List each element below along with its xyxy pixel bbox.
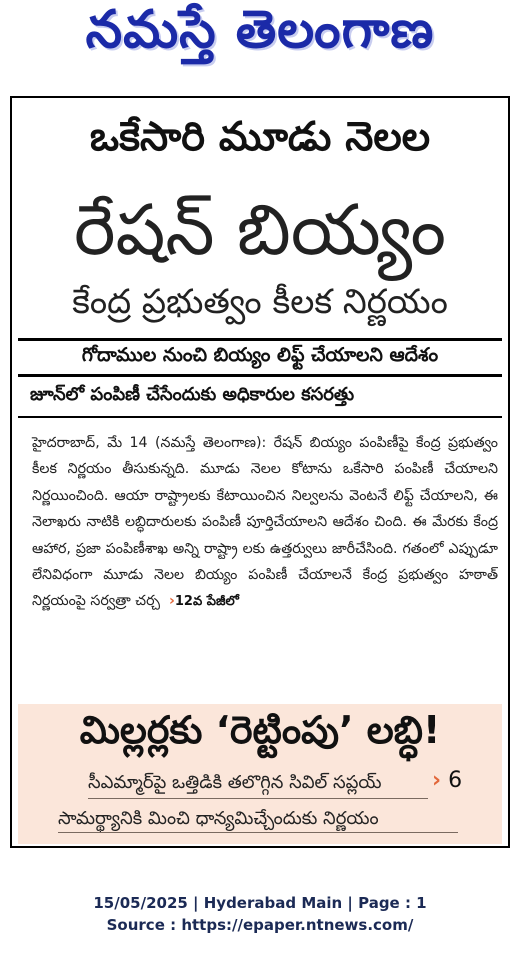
divider [18,338,502,341]
article-text: హైదరాబాద్, మే 14 (నమస్తే తెలంగాణ): రేషన్ బియ్యం పంపిణీపై కేంద్ర ప్రభుత్వం కీలక నిర్ణయం తీసుకున్నది. మూడు నెలల కోటాను ఒకేసారి పంపిణీ చేయాలని నిర్ణయించింది. ఆయా రాష్ట్రాలకు కేటాయించిన నిల్వలను వెంటనే లిఫ్ట్ చేయాలని, ఈ నెలాఖరు నాటికి లబ్ధిదారులకు పంపిణీ పూర్తిచేయాలని ఆదేశం చింది. ఈ మేరకు కేంద్ర ఆహార, ప్రజా పంపిణీశాఖ అన్ని రాష్ట్రా లకు ఉత్తర్వులు జారీచేసింది. గతంలో ఎప్పుడూ లేనివిధంగా మూడు నెలల బియ్యం పంపిణీ చేయాలనే కేంద్ర ప్రభుత్వం హఠాత్ నిర్ణయంపై సర్వత్రా చర్చ [32,435,498,610]
deck-line-2: జూన్‌లో పంపిణీ చేసేందుకు అధికారుల కసరత్తు [30,384,355,405]
chevron-right-icon: › [432,768,442,793]
panel-deck-1: సీఎమ్మార్‌పై ఒత్తిడికి తలొగ్గిన సివిల్ సప్లయ్ [88,772,382,793]
deck-line-1: గోదాముల నుంచి బియ్యం లిఫ్ట్ చేయాలని ఆదేశం [81,344,439,366]
subheadline: కేంద్ర ప్రభుత్వం కీలక నిర్ణయం [72,282,448,322]
panel-deck-2: సామర్థ్యానికి మించి ధాన్యమిచ్చేందుకు నిర్ణయం [58,808,379,829]
footer-edition-info: 15/05/2025 | Hyderabad Main | Page : 1 [93,894,427,912]
jump-arrow-icon: › [169,593,175,610]
headline-main: రేషన్ బియ్యం [73,189,447,271]
headline-top: ఒకేసారి మూడు నెలల [89,114,431,160]
panel-headline: మిల్లర్లకు ‘రెట్టింపు’ లబ్ధి! [79,708,441,752]
page-footer [0,892,520,936]
divider [88,798,428,799]
divider [18,416,502,418]
article-card [10,96,510,848]
newspaper-logo: నమస్తే తెలంగాణ [85,0,435,60]
related-story-panel [18,704,502,844]
panel-jump-page: 6 [448,768,463,793]
masthead [0,0,520,72]
divider [18,374,502,377]
continued-link[interactable]: 12వ పేజీలో [174,594,239,610]
panel-jump[interactable] [432,768,462,793]
footer-source-link[interactable]: Source : https://epaper.ntnews.com/ [106,916,414,934]
article-body [32,430,498,616]
divider [58,832,458,833]
